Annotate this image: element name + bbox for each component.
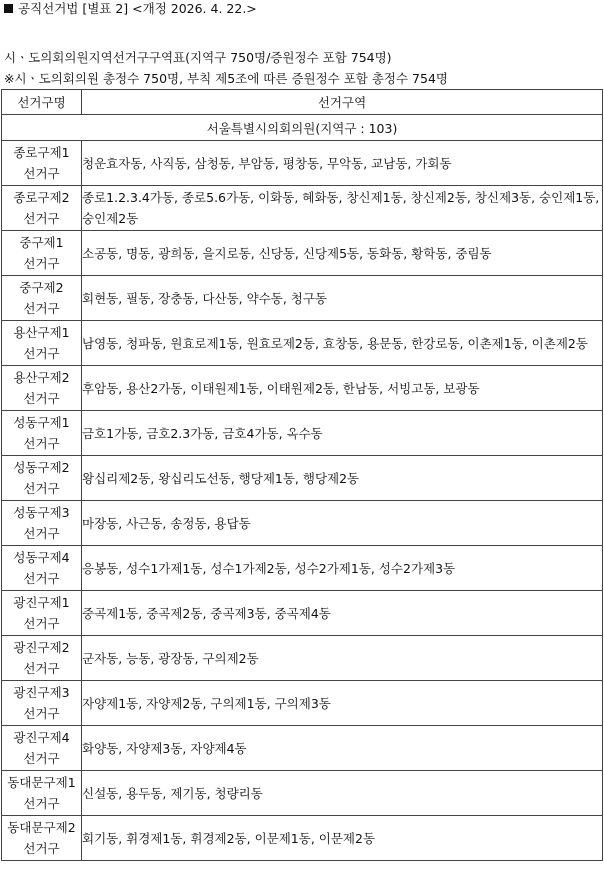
district-name-cell: 성동구제2 선거구 <box>2 456 82 501</box>
black-square-icon <box>4 4 13 13</box>
district-area-cell: 남영동, 청파동, 원효로제1동, 원효로제2동, 효창동, 용문동, 한강로동, 이촌제1동, 이촌제2동 <box>82 321 603 366</box>
table-row <box>2 771 603 816</box>
table-row <box>2 456 603 501</box>
district-area-cell: 화양동, 자양제3동, 자양제4동 <box>82 726 603 771</box>
district-name-cell: 광진구제3 선거구 <box>2 681 82 726</box>
table-row <box>2 276 603 321</box>
district-name-cell: 중구제1 선거구 <box>2 231 82 276</box>
district-name-cell: 종로구제2 선거구 <box>2 186 82 231</box>
district-area-cell: 소공동, 명동, 광희동, 을지로동, 신당동, 신당제5동, 동화동, 황학동, 중림동 <box>82 231 603 276</box>
district-area-cell: 마장동, 사근동, 송정동, 용답동 <box>82 501 603 546</box>
district-name-cell: 성동구제4 선거구 <box>2 546 82 591</box>
district-area-cell: 응봉동, 성수1가제1동, 성수1가제2동, 성수2가제1동, 성수2가제3동 <box>82 546 603 591</box>
table-row <box>2 141 603 186</box>
district-name-cell: 동대문구제2 선거구 <box>2 816 82 861</box>
table-row <box>2 636 603 681</box>
district-table <box>1 89 603 861</box>
district-name-cell: 중구제2 선거구 <box>2 276 82 321</box>
district-area-cell: 종로1.2.3.4가동, 종로5.6가동, 이화동, 혜화동, 창신제1동, 창신제2동, 창신제3동, 숭인제1동, 숭인제2동 <box>82 186 603 231</box>
table-row <box>2 546 603 591</box>
table-row <box>2 591 603 636</box>
table-row <box>2 411 603 456</box>
district-area-cell: 회현동, 필동, 장충동, 다산동, 약수동, 청구동 <box>82 276 603 321</box>
district-name-cell: 성동구제1 선거구 <box>2 411 82 456</box>
district-area-cell: 군자동, 능동, 광장동, 구의제2동 <box>82 636 603 681</box>
district-name-cell: 용산구제1 선거구 <box>2 321 82 366</box>
law-title-line <box>4 0 257 18</box>
district-area-cell: 후암동, 용산2가동, 이태원제1동, 이태원제2동, 한남동, 서빙고동, 보광동 <box>82 366 603 411</box>
district-area-cell: 자양제1동, 자양제2동, 구의제1동, 구의제3동 <box>82 681 603 726</box>
table-row <box>2 681 603 726</box>
district-name-cell: 광진구제1 선거구 <box>2 591 82 636</box>
table-note: ※시ㆍ도의회의원 총정수 750명, 부칙 제5조에 따른 증원정수 포함 총정수 754명 <box>4 71 448 86</box>
table-row <box>2 726 603 771</box>
table-row <box>2 816 603 861</box>
table-row <box>2 366 603 411</box>
district-name-cell: 광진구제2 선거구 <box>2 636 82 681</box>
district-name-cell: 용산구제2 선거구 <box>2 366 82 411</box>
column-header-area: 선거구역 <box>82 90 603 115</box>
district-area-cell: 왕십리제2동, 왕십리도선동, 행당제1동, 행당제2동 <box>82 456 603 501</box>
table-row <box>2 186 603 231</box>
district-area-cell: 회기동, 휘경제1동, 휘경제2동, 이문제1동, 이문제2동 <box>82 816 603 861</box>
district-name-cell: 종로구제1 선거구 <box>2 141 82 186</box>
table-title: 시ㆍ도의회의원지역선거구구역표(지역구 750명/증원정수 포함 754명) <box>4 50 392 65</box>
table-row <box>2 501 603 546</box>
district-name-cell: 성동구제3 선거구 <box>2 501 82 546</box>
district-area-cell: 신설동, 용두동, 제기동, 청량리동 <box>82 771 603 816</box>
district-name-cell: 광진구제4 선거구 <box>2 726 82 771</box>
district-area-cell: 금호1가동, 금호2.3가동, 금호4가동, 옥수동 <box>82 411 603 456</box>
section-header: 서울특별시의회의원(지역구 : 103) <box>2 115 603 141</box>
table-row <box>2 321 603 366</box>
district-area-cell: 청운효자동, 사직동, 삼청동, 부암동, 평창동, 무악동, 교남동, 가회동 <box>82 141 603 186</box>
law-title: 공직선거법 [별표 2] <개정 2026. 4. 22.> <box>18 1 257 16</box>
table-row <box>2 231 603 276</box>
district-name-cell: 동대문구제1 선거구 <box>2 771 82 816</box>
district-area-cell: 중곡제1동, 중곡제2동, 중곡제3동, 중곡제4동 <box>82 591 603 636</box>
column-header-name: 선거구명 <box>2 90 82 115</box>
